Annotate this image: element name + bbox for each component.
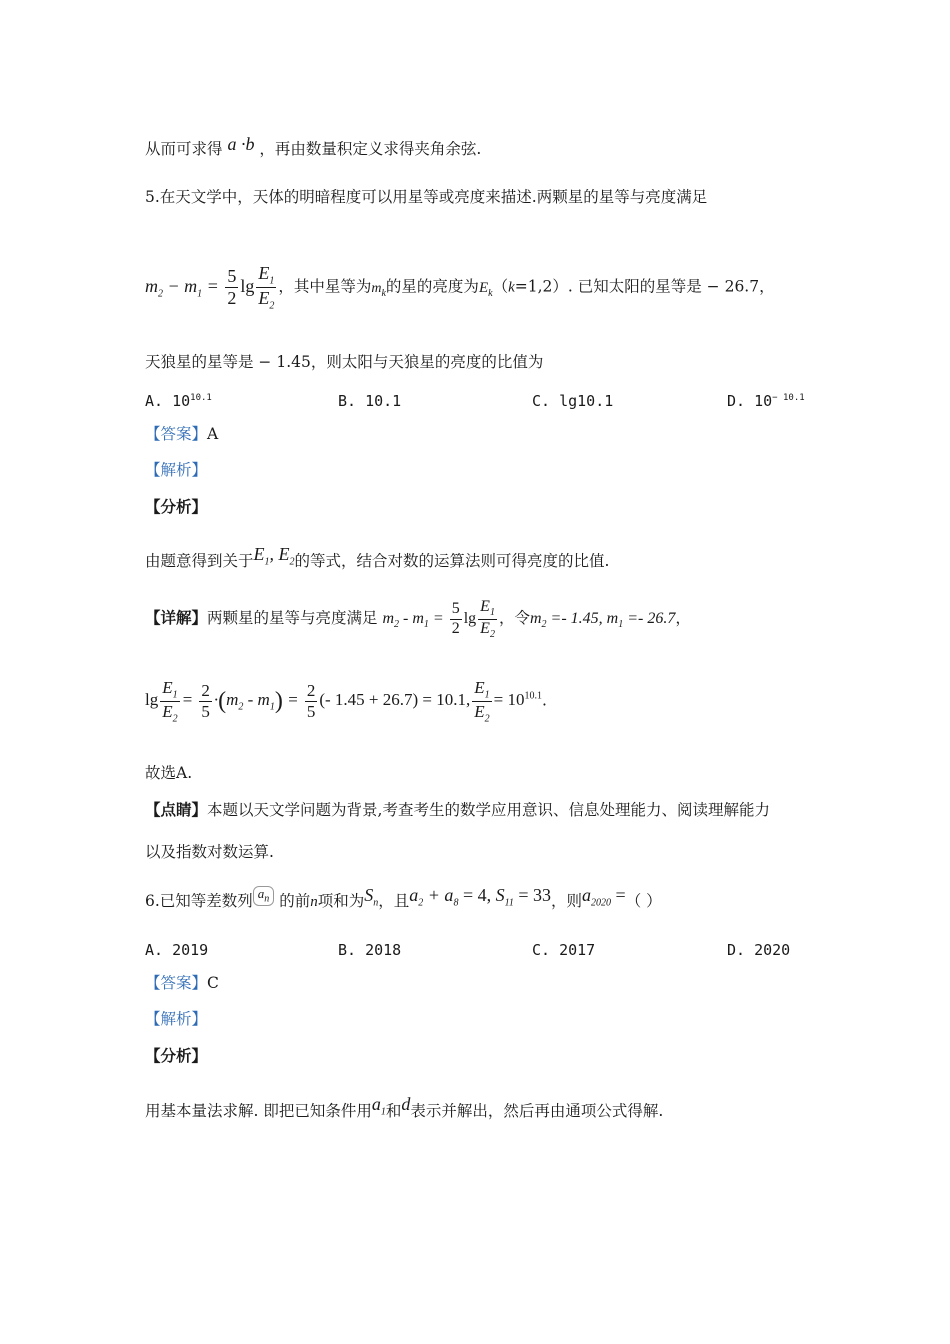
q5-detail-line: 【详解】两颗星的星等与亮度满足 $m_2 - m_1$ = $\frac{5}{2}$ lg $\frac{E_1}{E_2}$ ，令$m_2 =- 1.45$, $m_1 =- 26.7$， [145,598,691,640]
q6-stem: 6.已知等差数列 $a_n$ 的前n项和为$S_n$，且$a_2 + a_8 = 4$, $S_{11} = 33$，则$a_{2020}$ =（ ） [145,885,662,910]
q5-answer: 【答案】A [145,425,219,443]
q6-option-b: B. 2018 [338,941,402,959]
q5-conclusion: 故选A. [145,764,193,782]
q5-dianjing-1: 【点睛】本题以天文学问题为背景,考查考生的数学应用意识、信息处理能力、阅读理解能力 [145,800,770,819]
q6-fenxi-tag: 【分析】 [145,1046,208,1065]
intro-line: 从而可求得 a ·b ，再由数量积定义求得夹角余弦. [145,134,482,158]
q5-fenxi-text: 由题意得到关于$E_1$, $E_2$的等式，结合对数的运算法则可得亮度的比值. [145,544,610,570]
q6-analysis-tag: 【解析】 [145,1010,208,1028]
q5-fenxi-tag: 【分析】 [145,497,208,516]
q6-option-a: A. 2019 [145,941,209,959]
q5-option-d: D. $10^{- 10.1}$ [727,392,805,410]
q5-analysis-tag: 【解析】 [145,461,208,479]
magnitude-formula: $m_2 - m_1$ = $\frac{5}{2}$ lg $\frac{E_1}{E_2}$ [145,263,275,312]
dot-product-expr: a ·b [227,134,255,154]
q5-stem: 5.在天文学中，天体的明暗程度可以用星等或亮度来描述.两颗星的星等与亮度满足 [145,188,708,206]
q6-option-c: C. 2017 [532,941,596,959]
q5-option-b: B. 10.1 [338,392,402,410]
q5-option-c: C. lg10.1 [532,392,614,410]
q6-answer: 【答案】C [145,974,219,992]
q6-fenxi-text: 用基本量法求解. 即把已知条件用$a_1$和d表示并解出，然后再由通项公式得解. [145,1094,664,1120]
q5-formula-line: $m_2 - m_1$ = $\frac{5}{2}$ lg $\frac{E_1}{E_2}$ ，其中星等为$m_k$的星的亮度为$E_k(k=1,2)$. 已知太阳的星等是 − 26.7， [145,263,775,312]
q5-option-a: A. $10^{10.1}$ [145,392,212,410]
q5-dianjing-2: 以及指数对数运算. [145,843,274,861]
q5-computation: lg $\frac{E_1}{E_2}$ = $\frac{2}{5}$ $\cdot(m_2 - m_1)$ = $\frac{2}{5}$ (- 1.45 + 26.7) = 10.1, $\frac{E_1}{E_2}$ = $10^{10.1}$. [145,678,547,725]
q5-question-line: 天狼星的星等是 − 1.45，则太阳与天狼星的亮度的比值为 [145,353,544,371]
q6-option-d: D. 2020 [727,941,791,959]
